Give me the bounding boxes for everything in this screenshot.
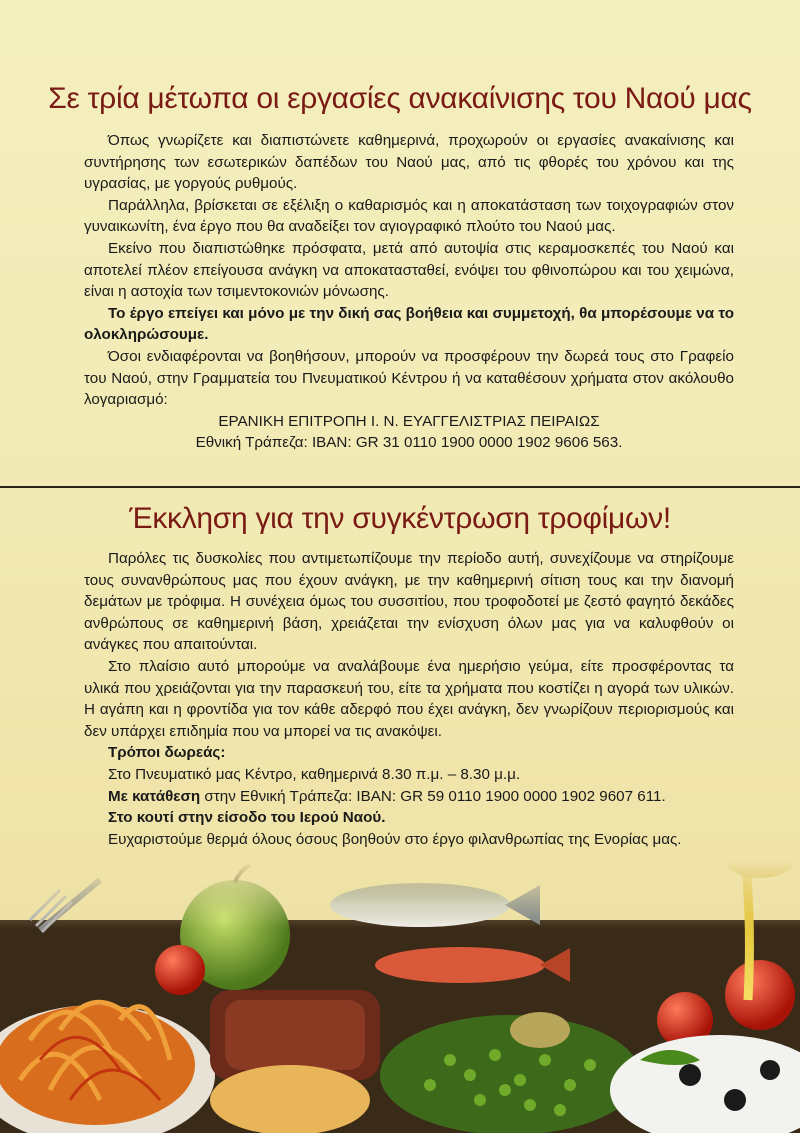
food-paragraph-2: Στο πλαίσιο αυτό μπορούμε να αναλάβουμε ένα ημερήσιο γεύμα, είτε προσφέροντας τα υλικά που χρειάζονται για την παρασκευή του, είτε τα χρήματα που κοστίζει η αγορά των υλικών. Η αγάπη και η φροντίδα για τον κάθε αδερφό που έχει ανάγκη, δεν γνωρίζουν περιορισμούς και δεν υπάρχει επιδημία που να μπορεί να τις ανακόψει. <box>84 657 734 740</box>
renovation-paragraph-2: Παράλληλα, βρίσκεται σε εξέλιξη ο καθαρισμός και η αποκατάσταση των τοιχογραφιών στον γυναικωνίτη, ένα έργο που θα αναδείξει τον αγιογραφικό πλούτο του Ναού μας. <box>84 196 734 236</box>
renovation-paragraph-3: Εκείνο που διαπιστώθηκε πρόσφατα, μετά από αυτοψία στις κεραμοσκεπές του Ναού και αποτελεί πλέον επείγουσα ανάγκη να αποκατασταθεί, ενόψει του φθινοπώρου και του χειμώνα, είναι η αστοχία των τσιμεντοκονιών μόνωσης. <box>84 239 734 301</box>
account-iban: Εθνική Τράπεζα: IBAN: GR 31 0110 1900 0000 1902 9606 563. <box>195 434 623 452</box>
donation-heading: Τρόποι δωρεάς: <box>108 744 226 762</box>
food-appeal-text <box>84 548 734 850</box>
food-appeal-title: Έκκληση για την συγκέντρωση τροφίμων! <box>129 502 671 535</box>
renovation-appeal: Το έργο επείγει και μόνο με την δική σας βοήθεια και συμμετοχή, θα μπορέσουμε να το ολοκληρώσουμε. <box>84 304 734 344</box>
renovation-title: Σε τρία μέτωπα οι εργασίες ανακαίνισης του Ναού μας <box>48 82 752 115</box>
renovation-paragraph-1: Όπως γνωρίζετε και διαπιστώνετε καθημερινά, προχωρούν οι εργασίες ανακαίνισης και συντήρησης των εσωτερικών δαπέδων του Ναού μας, από τις φθορές του χρόνου και της υγρασίας, με γοργούς ρυθμούς. <box>84 132 734 193</box>
donation-deposit-details: στην Εθνική Τράπεζα: IBAN: GR 59 0110 1900 0000 1902 9607 611. <box>200 787 666 805</box>
food-collage-image <box>0 860 800 1133</box>
section-divider <box>0 486 800 488</box>
account-name: ΕΡΑΝΙΚΗ ΕΠΙΤΡΟΠΗ Ι. Ν. ΕΥΑΓΓΕΛΙΣΤΡΙΑΣ ΠΕΙΡΑΙΩΣ <box>218 412 600 430</box>
thanks-line: Ευχαριστούμε θερμά όλους όσους βοηθούν στο έργο φιλανθρωπίας της Ενορίας μας. <box>108 830 682 848</box>
donation-center: Στο Πνευματικό μας Κέντρο, καθημερινά 8.30 π.μ. – 8.30 μ.μ. <box>108 765 521 783</box>
renovation-text <box>84 130 734 454</box>
donation-deposit-label: Με κατάθεση <box>108 787 201 805</box>
renovation-paragraph-5: Όσοι ενδιαφέρονται να βοηθήσουν, μπορούν να προσφέρουν την δωρεά τους στο Γραφείο του Ναού, στην Γραμματεία του Πνευματικού Κέντρου ή να καταθέσουν χρήματα στον ακόλουθο λογαριασμό: <box>84 347 734 409</box>
donation-box: Στο κουτί στην είσοδο του Ιερού Ναού. <box>108 809 386 827</box>
donation-deposit <box>84 786 734 808</box>
food-paragraph-1: Παρόλες τις δυσκολίες που αντιμετωπίζουμε την περίοδο αυτή, συνεχίζουμε να στηρίζουμε τους συνανθρώπους μας που έχουν ανάγκη, με την καθημερινή σίτιση τους και την διανομή δεμάτων με τρόφιμα. Η συνέχεια όμως του συσσιτίου, που τροφοδοτεί με ζεστό φαγητό δεκάδες ανθρώπους σε καθημερινή βάση, χρειάζεται την ενίσχυση όλων μας για να καλυφθούν οι ανάγκες που απαιτούνται. <box>84 550 734 654</box>
